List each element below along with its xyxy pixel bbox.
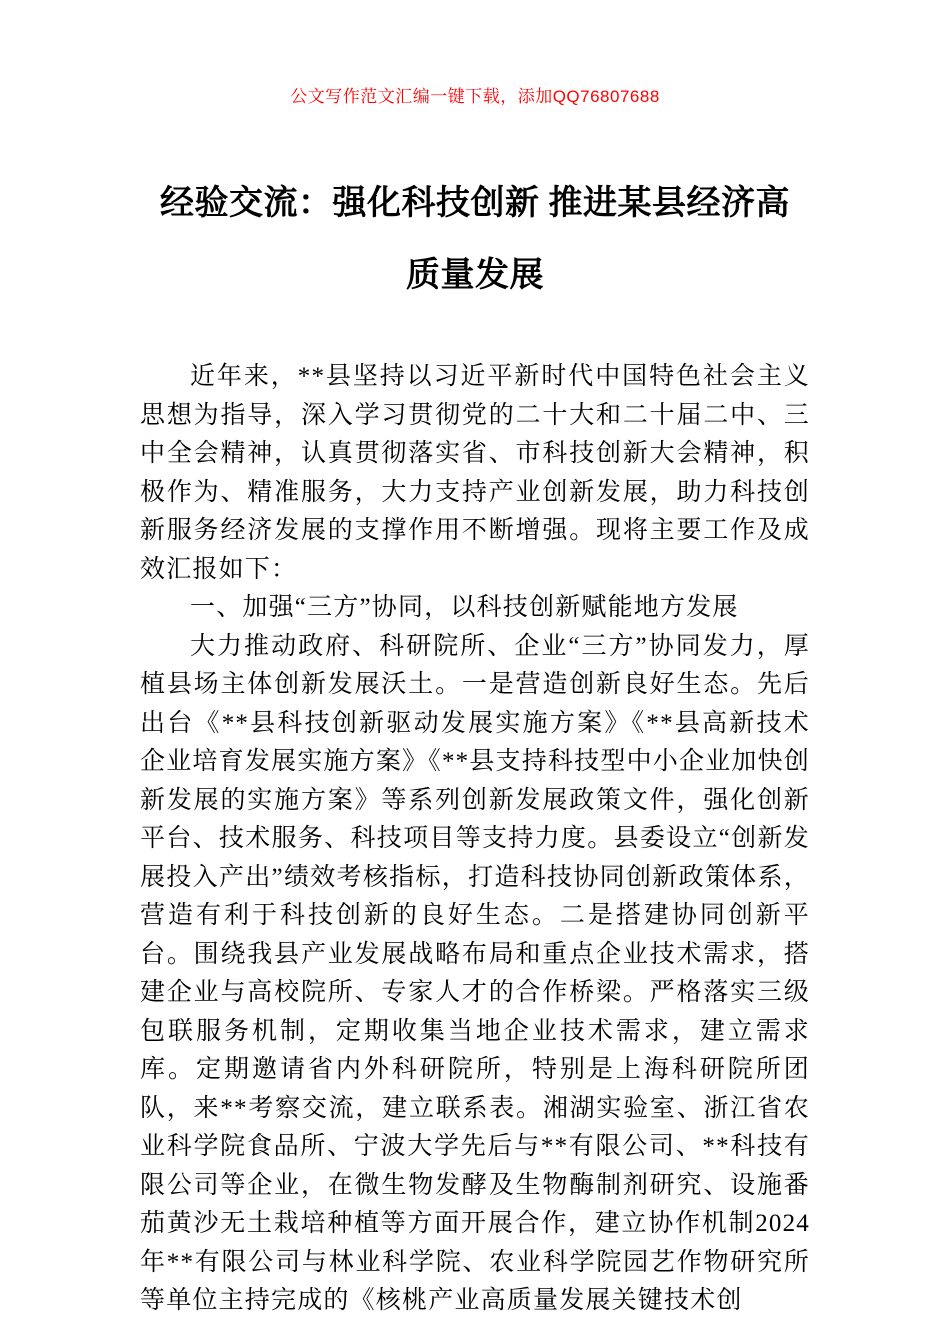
document-title: 经验交流：强化科技创新 推进某县经济高质量发展 [160,185,790,294]
section-heading: 一、加强“三方”协同，以科技创新赋能地方发展 [190,594,739,621]
paragraph: 大力推动政府、科研院所、企业“三方”协同发力，厚植县场主体创新发展沃土。一是营造创新良好生态。先后出台《**县科技创新驱动发展实施方案》《**县高新技术企业培育发展实施方案》《**县支持科技型中小企业加快创新发展的实施方案》等系列创新发展政策文件，强化创新平台、技术服务、科技项目等支持力度。县委设立“创新发展投入产出”绩效考核指标，打造科技协同创新政策体系，营造有利于科技创新的良好生态。二是搭建协同创新平台。围绕我县产业发展战略布局和重点企业技术需求，搭建企业与高校院所、专家人才的合作桥梁。严格落实三级包联服务机制，定期收集当地企业技术需求，建立需求库。定期邀请省内外科研院所，特别是上海科研院所团队，来**考察交流，建立联系表。湘湖实验室、浙江省农业科学院食品所、宁波大学先后与**有限公司、**科技有限公司等企业，在微生物发酵及生物酶制剂研究、设施番茄黄沙无土栽培种植等方面开展合作，建立协作机制2024年**有限公司与林业科学院、农业科学院园艺作物研究所等单位主持完成的《核桃产业高质量发展关键技术创 [140,632,810,1314]
promo-banner: 公文写作范文汇编一键下载，添加QQ76807688 [290,87,660,106]
paragraph: 近年来，**县坚持以习近平新时代中国特色社会主义思想为指导，深入学习贯彻党的二十大和二十届二中、三中全会精神，认真贯彻落实省、市科技创新大会精神，积极作为、精准服务，大力支持产业创新发展，助力科技创新服务经济发展的支撑作用不断增强。现将主要工作及成效汇报如下： [140,363,810,583]
document-body [140,358,810,1321]
